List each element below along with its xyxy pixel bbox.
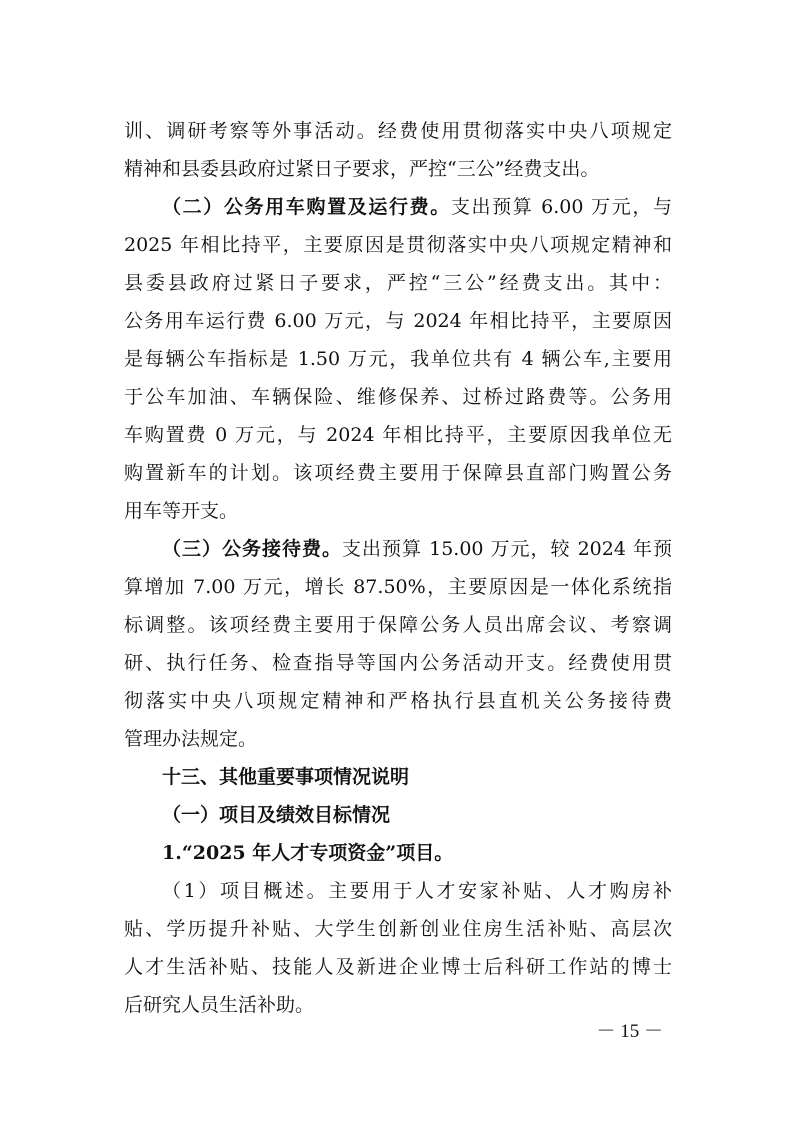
subsection-heading: （一）项目及绩效目标情况 — [162, 804, 391, 826]
section-heading-official-vehicles: （二）公务用车购置及运行费。 — [162, 196, 451, 218]
text-span: 支出预算 6.00 万元，与 — [450, 196, 672, 218]
text-line: 贴、学历提升补贴、大学生创新创业住房生活补贴、高层次 — [124, 918, 672, 940]
chapter-heading: 十三、其他重要事项情况说明 — [162, 766, 410, 788]
text-line: 购置新车的计划。该项经费主要用于保障县直部门购置公务 — [124, 462, 672, 484]
text-line: 管理办法规定。 — [124, 728, 258, 750]
section-lead-line — [124, 188, 672, 226]
text-line: （1）项目概述。主要用于人才安家补贴、人才购房补 — [162, 880, 672, 902]
text-line: 县委县政府过紧日子要求，严控“三公”经费支出。其中： — [124, 272, 672, 294]
section-heading-reception: （三）公务接待费。 — [162, 538, 343, 560]
item-heading: 1.“2025 年人才专项资金”项目。 — [162, 842, 454, 864]
text-line: 人才生活补贴、技能人及新进企业博士后科研工作站的博士 — [124, 956, 672, 978]
section-lead-line — [124, 530, 672, 568]
text-line: 研、执行任务、检查指导等国内公务活动开支。经费使用贯 — [124, 652, 672, 674]
text-line: 2025 年相比持平，主要原因是贯彻落实中央八项规定精神和 — [124, 234, 672, 256]
text-line: 车购置费 0 万元，与 2024 年相比持平，主要原因我单位无 — [124, 424, 672, 446]
page-number: － 15 － — [596, 1021, 663, 1042]
text-line: 精神和县委县政府过紧日子要求，严控“三公”经费支出。 — [124, 158, 600, 180]
text-line: 是每辆公车指标是 1.50 万元，我单位共有 4 辆公车,主要用 — [124, 348, 672, 370]
body-text — [124, 112, 672, 1024]
text-span: 支出预算 15.00 万元，较 2024 年预 — [342, 538, 672, 560]
text-line: 公务用车运行费 6.00 万元，与 2024 年相比持平，主要原因 — [124, 310, 672, 332]
text-line: 标调整。该项经费主要用于保障公务人员出席会议、考察调 — [124, 614, 672, 636]
text-line: 于公车加油、车辆保险、维修保养、过桥过路费等。公务用 — [124, 386, 672, 408]
text-line: 用车等开支。 — [124, 500, 239, 522]
text-line: 算增加 7.00 万元，增长 87.50%，主要原因是一体化系统指 — [124, 576, 672, 598]
text-line: 彻落实中央八项规定精神和严格执行县直机关公务接待费 — [124, 690, 672, 712]
text-line: 训、调研考察等外事活动。经费使用贯彻落实中央八项规定 — [124, 120, 672, 142]
text-line: 后研究人员生活补助。 — [124, 994, 315, 1016]
